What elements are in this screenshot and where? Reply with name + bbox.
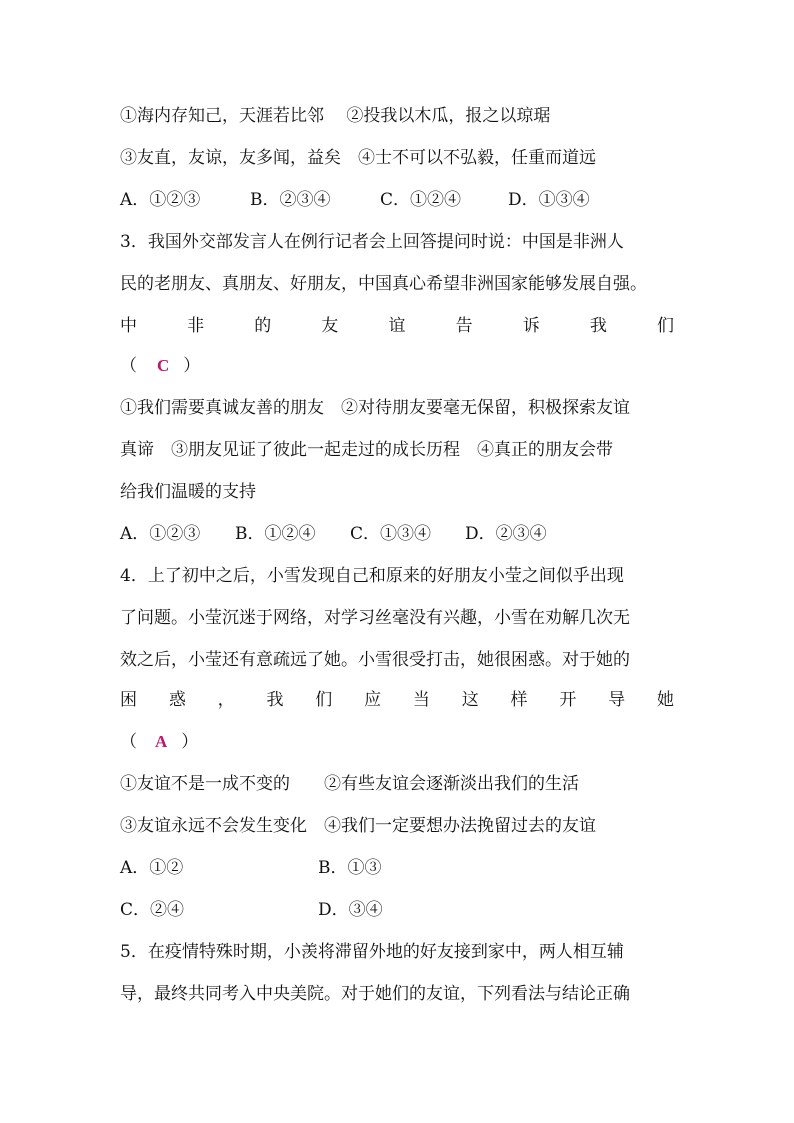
q4-choice-d: D．③④ xyxy=(318,900,383,920)
q4-choice-c: C．②④ xyxy=(120,900,185,920)
q4-char: 应 xyxy=(364,690,382,710)
q2-choice-a: A．①②③ xyxy=(120,190,201,210)
q3-choice-d: D．②③④ xyxy=(465,524,547,544)
q4-char: 困 xyxy=(120,690,137,710)
paren-open: （ xyxy=(120,356,137,376)
q4-choice-b: B．①③ xyxy=(318,858,382,878)
q3-char: 告 xyxy=(455,316,473,336)
q4-char: 开 xyxy=(559,690,577,710)
q4-stem-line-1: 4．上了初中之后，小雪发现自己和原来的好朋友小莹之间似乎出现 xyxy=(120,566,624,586)
q3-stem-line-3 xyxy=(120,314,674,338)
q4-char: 样 xyxy=(510,690,528,710)
q3-char: 诉 xyxy=(522,316,540,336)
q5-stem-line-2: 导，最终共同考入中央美院。对于她们的友谊，下列看法与结论正确 xyxy=(120,984,630,1004)
q3-char: 的 xyxy=(254,316,272,336)
q2-choice-b: B．②③④ xyxy=(250,190,331,210)
q4-option-line-2: ③友谊永远不会发生变化 ④我们一定要想办法挽留过去的友谊 xyxy=(120,816,596,836)
q4-stem-line-4 xyxy=(120,688,674,712)
q4-choice-a: A．①② xyxy=(120,858,184,878)
q3-char: 们 xyxy=(657,316,674,336)
paren-close: ） xyxy=(181,732,199,752)
q3-option-line-3: 给我们温暖的支持 xyxy=(120,482,256,502)
q3-stem-line-2: 民的老朋友、真朋友、好朋友，中国真心希望非洲国家能够发展自强。 xyxy=(120,274,647,294)
q3-answer: C xyxy=(157,356,170,375)
q2-option-line-2: ③友直，友谅，友多闻，益矣 ④士不可以不弘毅，任重而道远 xyxy=(120,148,596,168)
q4-answer-paren xyxy=(120,730,198,754)
q4-char: 当 xyxy=(412,690,430,710)
q5-stem-line-1: 5．在疫情特殊时期，小羡将滞留外地的好友接到家中，两人相互辅 xyxy=(120,942,624,962)
paren-close: ） xyxy=(183,356,201,376)
q4-stem-line-3: 效之后，小莹还有意疏远了她。小雪很受打击，她很困惑。对于她的 xyxy=(120,650,630,670)
q3-option-line-1: ①我们需要真诚友善的朋友 ②对待朋友要毫无保留，积极探索友谊 xyxy=(120,398,630,418)
q4-char: 惑 xyxy=(168,690,186,710)
q4-char: 她 xyxy=(656,690,674,710)
q3-option-line-2: 真谛 ③朋友见证了彼此一起走过的成长历程 ④真正的朋友会带 xyxy=(120,440,613,460)
q4-answer: A xyxy=(155,732,168,751)
q3-choice-c: C．①③④ xyxy=(350,524,432,544)
q4-option-line-1: ①友谊不是一成不变的 ②有些友谊会逐渐淡出我们的生活 xyxy=(120,774,579,794)
q4-char: 们 xyxy=(315,690,333,710)
q4-char: ， xyxy=(217,690,235,710)
q3-char: 中 xyxy=(120,316,137,336)
q3-char: 友 xyxy=(321,316,339,336)
q2-choice-c: C．①②④ xyxy=(380,190,462,210)
q2-choice-d: D．①③④ xyxy=(508,190,590,210)
q4-char: 我 xyxy=(266,690,284,710)
q4-char: 这 xyxy=(461,690,479,710)
q3-answer-paren xyxy=(120,354,200,378)
paren-open: （ xyxy=(120,732,137,752)
q4-char: 导 xyxy=(608,690,626,710)
q2-option-line-1: ①海内存知己，天涯若比邻 ②投我以木瓜，报之以琼琚 xyxy=(120,106,551,126)
q3-stem-line-1: 3．我国外交部发言人在例行记者会上回答提问时说：中国是非洲人 xyxy=(120,232,624,252)
q3-choice-b: B．①②④ xyxy=(235,524,316,544)
q3-char: 非 xyxy=(187,316,205,336)
q3-char: 我 xyxy=(589,316,607,336)
q3-choice-a: A．①②③ xyxy=(120,524,201,544)
q3-char: 谊 xyxy=(388,316,406,336)
q4-stem-line-2: 了问题。小莹沉迷于网络，对学习丝毫没有兴趣，小雪在劝解几次无 xyxy=(120,608,630,628)
